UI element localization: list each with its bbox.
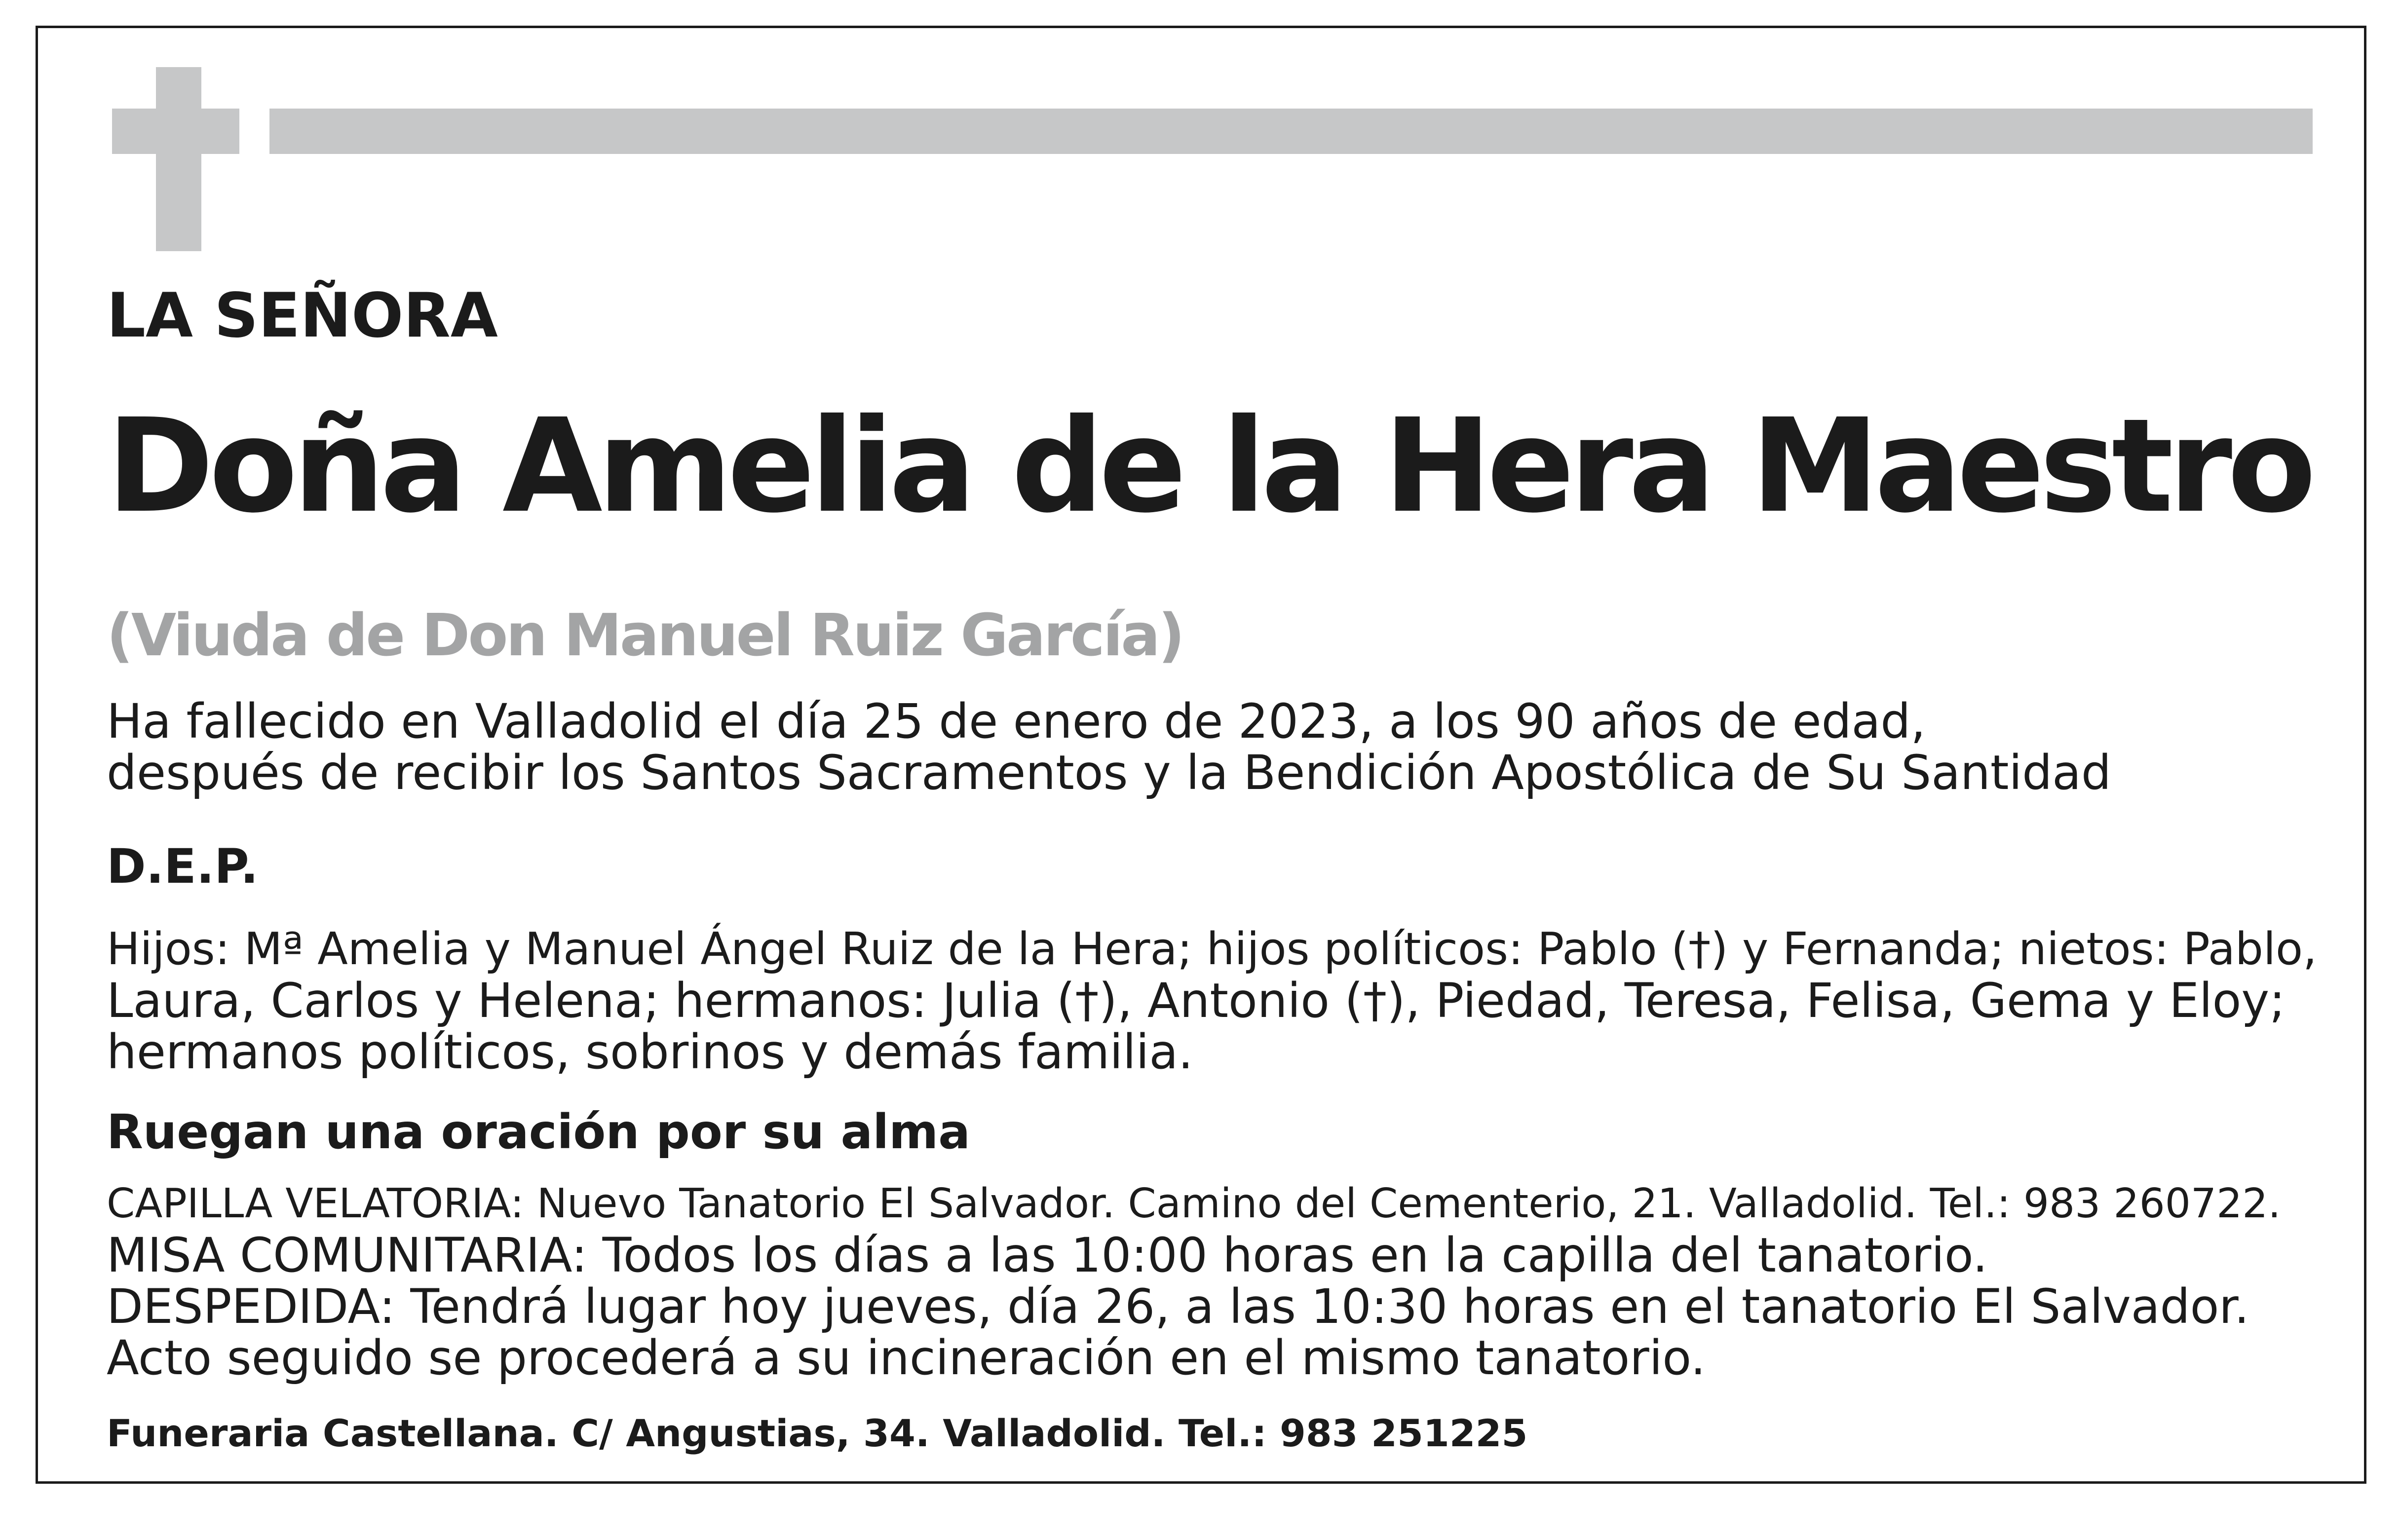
salutation: LA SEÑORA	[107, 280, 498, 351]
header-bar	[269, 109, 2313, 154]
family-line-1: Hijos: Mª Amelia y Manuel Ángel Ruiz de la Hera; hijos políticos: Pablo (†) y Fernanda; nietos: Pablo,	[107, 923, 2317, 975]
prayer-request: Ruegan una oración por su alma	[107, 1104, 970, 1160]
service-line-3: DESPEDIDA: Tendrá lugar hoy jueves, día 26, a las 10:30 horas en el tanatorio El Salvador.	[107, 1279, 2249, 1334]
death-line-2: después de recibir los Santos Sacramentos y la Bendición Apostólica de Su Santidad	[107, 745, 2111, 800]
cross-horizontal-bar	[112, 109, 239, 154]
service-line-2: MISA COMUNITARIA: Todos los días a las 10:00 horas en la capilla del tanatorio.	[107, 1228, 1988, 1283]
family-line-3: hermanos políticos, sobrinos y demás familia.	[107, 1024, 1193, 1080]
rip-label: D.E.P.	[107, 839, 259, 894]
deceased-name: Doña Amelia de la Hera Maestro	[107, 391, 2312, 541]
service-line-4: Acto seguido se procederá a su incineración en el mismo tanatorio.	[107, 1330, 1706, 1386]
widow-of: (Viuda de Don Manuel Ruiz García)	[107, 601, 1183, 669]
family-line-2: Laura, Carlos y Helena; hermanos: Julia (†), Antonio (†), Piedad, Teresa, Felisa, Gema y Eloy;	[107, 973, 2286, 1028]
service-line-1: CAPILLA VELATORIA: Nuevo Tanatorio El Salvador. Camino del Cementerio, 21. Valladolid. Tel.: 983 260722.	[107, 1180, 2281, 1227]
death-line-1: Ha fallecido en Valladolid el día 25 de enero de 2023, a los 90 años de edad,	[107, 694, 1926, 749]
funeral-home: Funeraria Castellana. C/ Angustias, 34. Valladolid. Tel.: 983 251225	[107, 1411, 1528, 1455]
cross-vertical-bar	[156, 67, 201, 251]
